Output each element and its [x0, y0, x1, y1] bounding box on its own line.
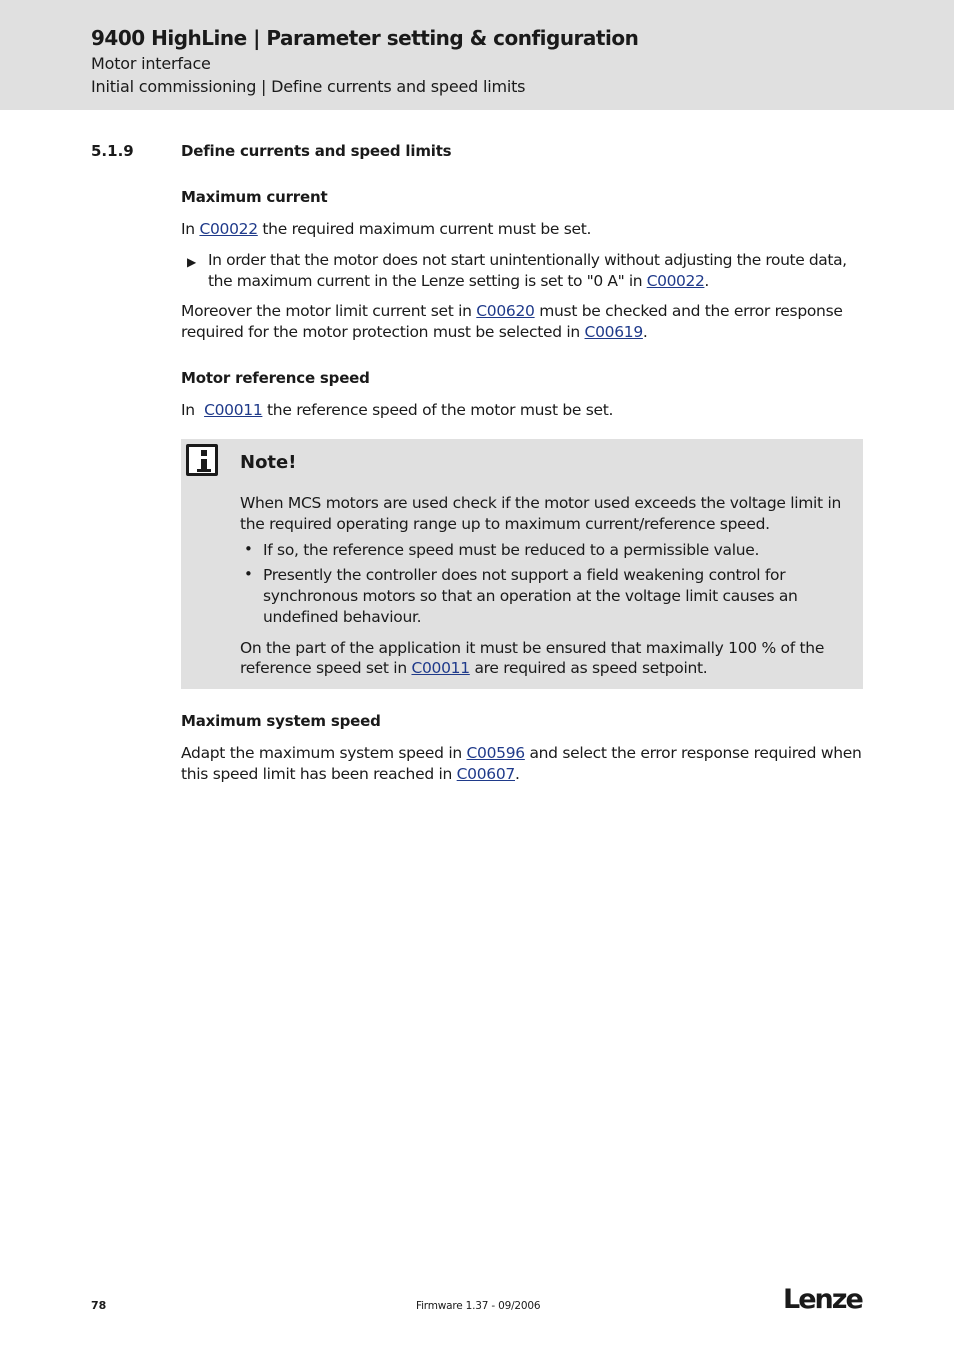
text: . — [642, 323, 648, 341]
heading-maximum-system-speed: Maximum system speed — [181, 712, 381, 730]
link-c00620[interactable]: C00620 — [476, 302, 535, 320]
text: required for the motor protection must be selected in — [181, 323, 585, 341]
link-c00596[interactable]: C00596 — [466, 744, 525, 762]
text: reference speed set in — [240, 659, 412, 677]
link-c00619[interactable]: C00619 — [584, 323, 643, 341]
lenze-logo: Lenze — [783, 1284, 862, 1315]
text: and select the error response required when — [524, 744, 862, 762]
paragraph-max-current — [181, 219, 871, 240]
heading-maximum-current: Maximum current — [181, 188, 328, 206]
text: are required as speed setpoint. — [469, 659, 708, 677]
paragraph-limit-current — [181, 301, 871, 343]
text-line: Presently the controller does not support a field weakening control for — [263, 566, 786, 584]
text: the required maximum current must be set. — [257, 220, 592, 238]
text: the maximum current in the Lenze setting is set to "0 A" in — [208, 272, 647, 290]
note-line: On the part of the application it must be ensured that maximally 100 % of the — [240, 639, 825, 657]
note-line: the required operating range up to maximum current/reference speed. — [240, 515, 770, 533]
heading-motor-reference-speed: Motor reference speed — [181, 369, 370, 387]
paragraph-max-speed — [181, 743, 871, 785]
link-c00022-2[interactable]: C00022 — [646, 272, 705, 290]
firmware-version: Firmware 1.37 - 09/2006 — [416, 1300, 541, 1312]
text-line: synchronous motors so that an operation at the voltage limit causes an — [263, 587, 798, 605]
document-title: 9400 HighLine | Parameter setting & configuration — [91, 26, 639, 50]
text: In — [181, 220, 200, 238]
link-c00607[interactable]: C00607 — [456, 765, 515, 783]
note-bullet-1: If so, the reference speed must be reduced to a permissible value. — [263, 541, 760, 559]
note-title: Note! — [240, 452, 297, 473]
bullet-icon: • — [244, 565, 253, 583]
arrow-item-text — [208, 250, 847, 292]
text-line: In order that the motor does not start unintentionally without adjusting the route data, — [208, 251, 847, 269]
chapter-subtitle: Motor interface — [91, 54, 211, 73]
text: . — [704, 272, 709, 290]
note-box — [181, 439, 863, 689]
note-line-with-link — [240, 658, 707, 679]
note-bullet-2 — [263, 565, 798, 628]
page-number: 78 — [91, 1299, 107, 1312]
link-c00011-note[interactable]: C00011 — [411, 659, 470, 677]
text-line: undefined behaviour. — [263, 608, 422, 626]
section-number: 5.1.9 — [91, 142, 134, 160]
info-icon — [186, 444, 218, 476]
page-header — [0, 0, 954, 110]
link-c00022[interactable]: C00022 — [199, 220, 258, 238]
text: Moreover the motor limit current set in — [181, 302, 477, 320]
note-line: When MCS motors are used check if the motor used exceeds the voltage limit in — [240, 494, 841, 512]
text: In — [181, 401, 205, 419]
text: must be checked and the error response — [534, 302, 843, 320]
text: Adapt the maximum system speed in — [181, 744, 467, 762]
section-title: Define currents and speed limits — [181, 142, 452, 160]
text: the reference speed of the motor must be set. — [262, 401, 614, 419]
text: this speed limit has been reached in — [181, 765, 457, 783]
bullet-icon: • — [244, 540, 253, 558]
section-breadcrumb: Initial commissioning | Define currents and speed limits — [91, 77, 526, 96]
arrow-right-icon: ▶ — [187, 255, 196, 269]
text: . — [515, 765, 520, 783]
link-c00011[interactable]: C00011 — [204, 401, 263, 419]
paragraph-ref-speed — [181, 400, 871, 421]
